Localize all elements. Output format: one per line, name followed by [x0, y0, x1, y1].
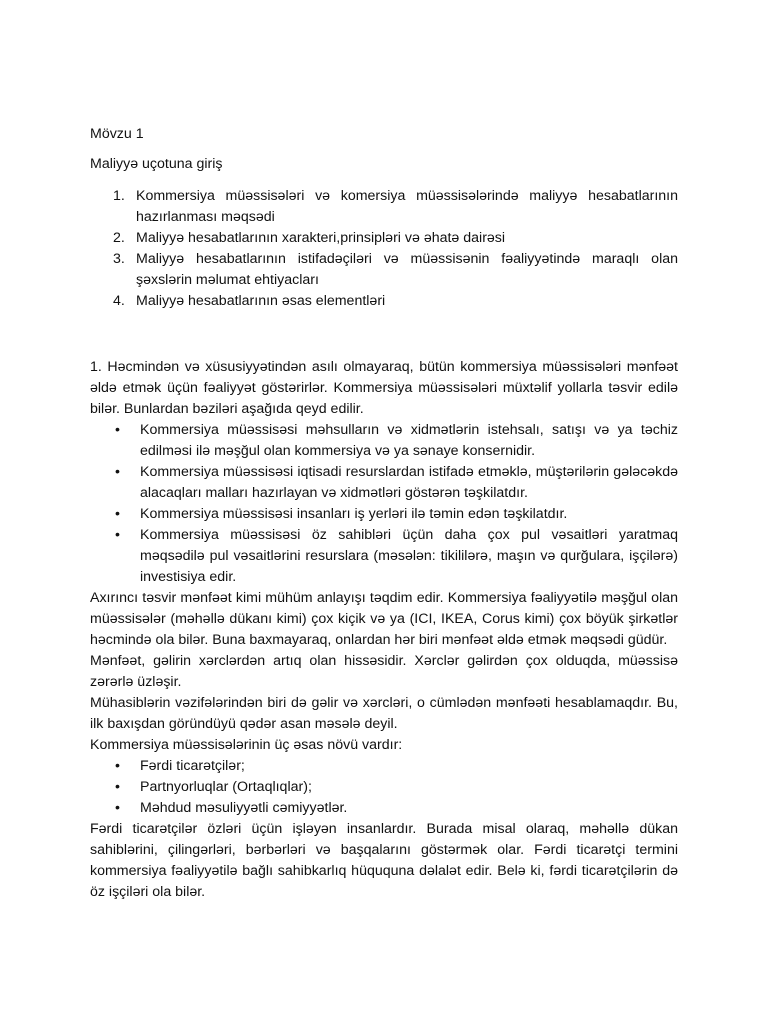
list-item: [90, 186, 678, 228]
business-types-list: [90, 756, 678, 819]
types-intro-paragraph: Kommersiya müəssisələrinin üç əsas növü vardır:: [90, 737, 403, 753]
list-item-text: Partnyorluqlar (Ortaqlıqlar);: [140, 779, 312, 795]
list-item-text: Kommersiya müəssisəsi insanları iş yerləri ilə təmin edən təşkilatdır.: [140, 506, 568, 522]
topic-heading: Mövzu 1: [90, 126, 144, 142]
intro-paragraph: 1. Həcmindən və xüsusiyyətindən asılı olmayaraq, bütün kommersiya müəssisələri mənfəət əldə etmək üçün fəaliyyət göstərirlər. Kommersiya müəssisələri müxtəlif yollarla təsvir edilə bilər. Bunlardan bəziləri aşağıda qeyd edilir.: [90, 359, 678, 417]
bullet-icon: •: [115, 506, 120, 522]
accountant-duty-paragraph: Mühasiblərin vəzifələrindən biri də gəlir və xərcləri, o cümlədən mənfəəti hesablamaqdır. Bu, ilk baxışdan göründüyü qədər asan məsələ deyil.: [90, 695, 678, 732]
list-number: 3.: [113, 251, 125, 267]
topic-outline-list: [90, 186, 678, 312]
list-number: 2.: [113, 230, 125, 246]
list-item-text: Kommersiya müəssisəsi öz sahibləri üçün daha çox pul vəsaitləri yaratmaq məqsədilə pul vəsaitlərini resurslara (məsələn: tikililərə, maşın və qurğulara, işçilərə) investisiya edir.: [140, 527, 678, 585]
description-bullet-list: [90, 420, 678, 588]
section-1-body: [90, 357, 678, 903]
bullet-icon: •: [115, 527, 120, 543]
list-item: [90, 798, 678, 819]
list-item: [90, 504, 678, 525]
list-item: [90, 249, 678, 291]
list-item: [90, 777, 678, 798]
list-item: [90, 525, 678, 588]
bullet-icon: •: [115, 779, 120, 795]
list-item: [90, 228, 678, 249]
bullet-icon: •: [115, 464, 120, 480]
list-item-text: Kommersiya müəssisəsi məhsulların və xidmətlərin istehsalı, satışı və ya təchiz edilməsi ilə məşğul olan kommersiya və ya sənaye konsernidir.: [140, 422, 678, 459]
list-number: 4.: [113, 293, 125, 309]
list-item-text: Maliyyə hesabatlarının xarakteri,prinsipləri və əhatə dairəsi: [136, 230, 506, 246]
sole-trader-paragraph: Fərdi ticarətçilər özləri üçün işləyən insanlardır. Burada misal olaraq, məhəllə dükan sahiblərini, çilingərləri, bərbərləri və başqalarını göstərmək olar. Fərdi ticarətçi termini kommersiya fəaliyyətilə bağlı sahibkarlıq hüququna dəlalət edir. Belə ki, fərdi ticarətçilərin də öz işçiləri ola bilər.: [90, 821, 678, 900]
profit-definition-paragraph: Mənfəət, gəlirin xərclərdən artıq olan hissəsidir. Xərclər gəlirdən çox olduqda, müəssisə zərərlə üzləşir.: [90, 653, 678, 690]
list-item-text: Məhdud məsuliyyətli cəmiyyətlər.: [140, 800, 348, 816]
list-item: [90, 462, 678, 504]
bullet-icon: •: [115, 758, 120, 774]
list-item-text: Maliyyə hesabatlarının əsas elementləri: [136, 293, 386, 309]
list-item-text: Kommersiya müəssisələri və komersiya müəssisələrində maliyyə hesabatlarının hazırlanması məqsədi: [136, 188, 678, 225]
list-item-text: Kommersiya müəssisəsi iqtisadi resurslardan istifadə etməklə, müştərilərin gələcəkdə alacaqları malları hazırlayan və xidmətləri göstərən təşkilatdır.: [140, 464, 678, 501]
page-title: Maliyyə uçotuna giriş: [90, 156, 223, 172]
list-number: 1.: [113, 188, 125, 204]
bullet-icon: •: [115, 800, 120, 816]
list-item-text: Fərdi ticarətçilər;: [140, 758, 245, 774]
list-item: [90, 420, 678, 462]
list-item: [90, 756, 678, 777]
list-item: [90, 291, 678, 312]
profit-paragraph: Axırıncı təsvir mənfəət kimi mühüm anlayışı təqdim edir. Kommersiya fəaliyyətilə məşğul olan müəssisələr (məhəllə dükanı kimi) çox kiçik və ya (ICI, IKEA, Corus kimi) çox böyük şirkətlər həcmində ola bilər. Buna baxmayaraq, onlardan hər biri mənfəət əldə etmək məqsədi güdür.: [90, 590, 678, 648]
bullet-icon: •: [115, 422, 120, 438]
list-item-text: Maliyyə hesabatlarının istifadəçiləri və müəssisənin fəaliyyətində maraqlı olan şəxslərin məlumat ehtiyacları: [136, 251, 678, 288]
